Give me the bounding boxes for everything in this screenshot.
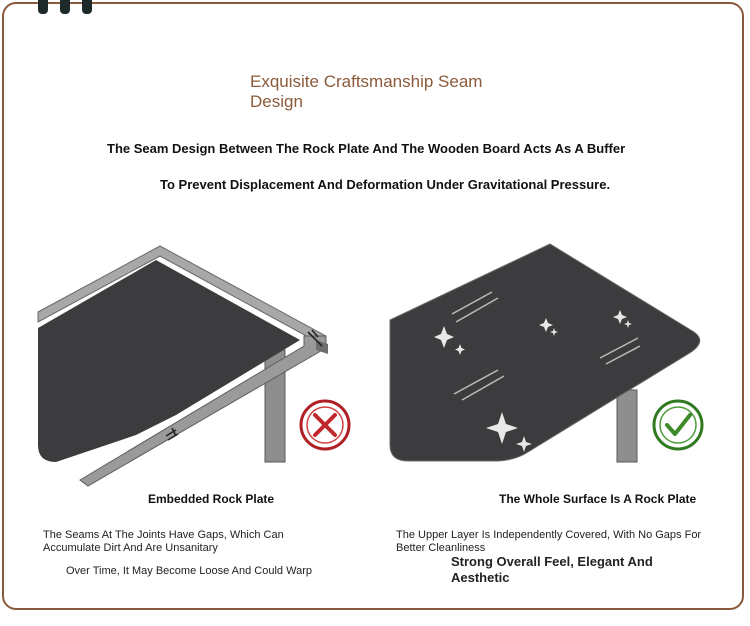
binder-tabs xyxy=(38,0,96,16)
binder-tab xyxy=(38,0,48,14)
left-note-2: Over Time, It May Become Loose And Could Warp xyxy=(66,565,312,577)
page-title: Exquisite Craftsmanship Seam Design xyxy=(250,72,483,111)
embedded-rock-plate-illustration xyxy=(36,240,356,490)
binder-tab xyxy=(60,0,70,14)
cross-icon xyxy=(301,401,349,449)
description-line-1: The Seam Design Between The Rock Plate And The Wooden Board Acts As A Buffer xyxy=(107,141,626,156)
right-note-1: The Upper Layer Is Independently Covered, With No Gaps For Better Cleanliness xyxy=(396,529,702,554)
embedded-rock-plate-label: Embedded Rock Plate xyxy=(148,492,275,506)
whole-surface-rock-plate-illustration xyxy=(388,240,713,465)
whole-surface-rock-plate-label: The Whole Surface Is A Rock Plate xyxy=(499,492,697,506)
binder-tab xyxy=(82,0,92,14)
right-note-2: Strong Overall Feel, Elegant And Aesthetic xyxy=(451,554,653,585)
table-leg xyxy=(617,390,637,462)
left-note-1: The Seams At The Joints Have Gaps, Which Can Accumulate Dirt And Are Unsanitary xyxy=(43,529,284,554)
check-icon xyxy=(654,401,702,449)
description-line-2: To Prevent Displacement And Deformation Under Gravitational Pressure. xyxy=(160,177,611,192)
